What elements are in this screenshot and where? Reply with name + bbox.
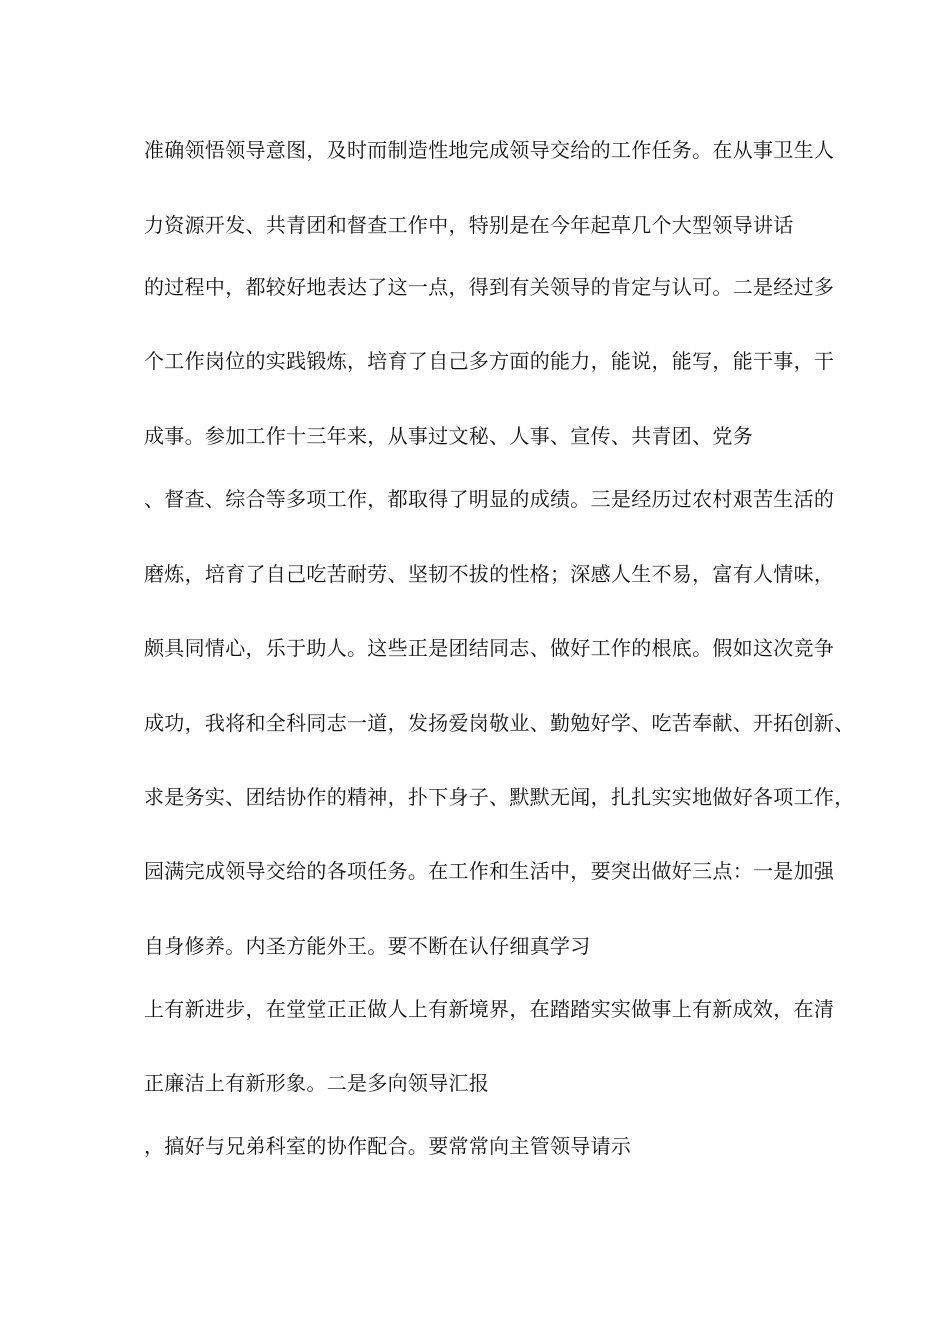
text-line: 成功，我将和全科同志一道，发扬爱岗敬业、勤勉好学、吃苦奉献、开拓创新、: [144, 711, 855, 735]
text-line: 准确领悟领导意图，及时而制造性地完成领导交给的工作任务。在从事卫生人: [144, 138, 835, 162]
text-line: 、督查、综合等多项工作，都取得了明显的成绩。三是经历过农村艰苦生活的: [144, 487, 835, 511]
text-line: 园满完成领导交给的各项任务。在工作和生活中，要突出做好三点：一是加强: [144, 859, 835, 883]
text-line: 磨炼，培育了自己吃苦耐劳、坚韧不拔的性格；深感人生不易，富有人情味，: [144, 562, 835, 586]
text-line: ，搞好与兄弟科室的协作配合。要常常向主管领导请示: [144, 1134, 632, 1158]
text-line: 成事。参加工作十三年来，从事过文秘、人事、宣传、共青团、党务: [144, 424, 753, 448]
text-line: 上有新进步，在堂堂正正做人上有新境界，在踏踏实实做事上有新成效，在清: [144, 997, 835, 1021]
text-line: 力资源开发、共青团和督查工作中，特别是在今年起草几个大型领导讲话: [144, 213, 794, 237]
text-line: 正廉洁上有新形象。二是多向领导汇报: [144, 1071, 490, 1095]
text-line: 个工作岗位的实践锻炼，培育了自己多方面的能力，能说，能写，能干事，干: [144, 349, 835, 373]
text-line: 自身修养。内圣方能外王。要不断在认仔细真学习: [144, 934, 591, 958]
text-line: 求是务实、团结协作的精神，扑下身子、默默无闻，扎扎实实地做好各项工作，: [144, 785, 855, 809]
text-line: 颇具同情心，乐于助人。这些正是团结同志、做好工作的根底。假如这次竞争: [144, 636, 835, 660]
text-line: 的过程中，都较好地表达了这一点，得到有关领导的肯定与认可。二是经过多: [144, 275, 835, 299]
